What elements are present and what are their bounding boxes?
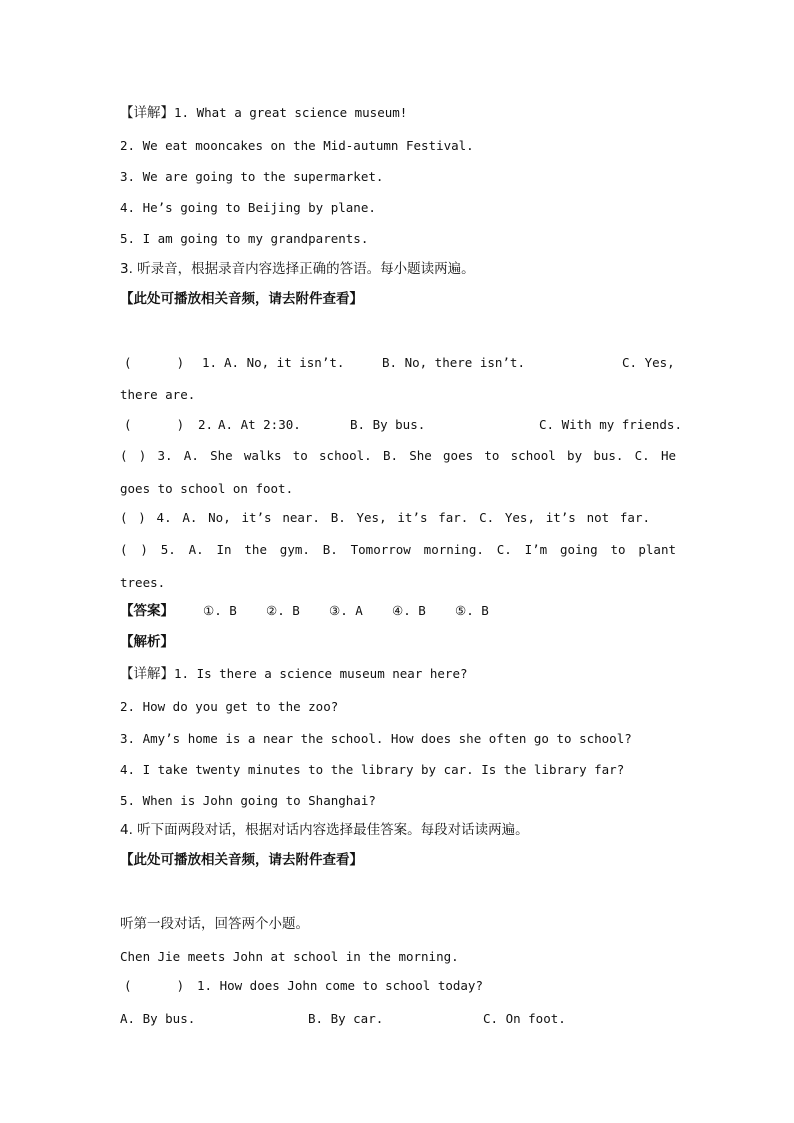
q2-option-c: C. With my friends.	[539, 417, 682, 432]
q3-continued: goes to school on foot.	[120, 481, 294, 496]
detail-item-2: 2. We eat mooncakes on the Mid-autumn Festival.	[120, 138, 474, 153]
q3-line: ( ) 3. A. She walks to school. B. She goes to school by bus. C. He	[120, 448, 676, 463]
answer-tag: 【答案】	[120, 603, 174, 619]
q1-blank: ( )	[124, 355, 185, 370]
q1-option-b: B. No, there isn’t.	[382, 355, 525, 370]
q4-line: ( ) 4. A. No, it’s near. B. Yes, it’s far. C. Yes, it’s not far.	[120, 510, 650, 525]
analysis-item-4: 4. I take twenty minutes to the library by car. Is the library far?	[120, 762, 625, 777]
q1-number: 1.	[202, 355, 218, 370]
q5-line: ( ) 5. A. In the gym. B. Tomorrow morning. C. I’m going to plant	[120, 542, 676, 557]
section3-audio-note: 【此处可播放相关音频，请去附件查看】	[120, 291, 363, 307]
q1-option-c-continued: there are.	[120, 387, 196, 402]
answer-3: ③. A	[329, 603, 363, 618]
s4-option-a: A. By bus.	[120, 1011, 196, 1026]
detail-item-5: 5. I am going to my grandparents.	[120, 231, 369, 246]
q2-blank: ( )	[124, 417, 185, 432]
q2-number: 2.	[198, 417, 214, 432]
q2-option-b: B. By bus.	[350, 417, 426, 432]
s4-q1-text: 1. How does John come to school today?	[197, 978, 483, 993]
detail-line-1	[120, 105, 407, 121]
section4-audio-note: 【此处可播放相关音频，请去附件查看】	[120, 852, 363, 868]
dialog-intro: 听第一段对话，回答两个小题。	[120, 916, 309, 932]
analysis-tag: 【解析】	[120, 634, 174, 650]
answer-1: ①. B	[203, 603, 237, 618]
answer-2: ②. B	[266, 603, 300, 618]
s4-option-c: C. On foot.	[483, 1011, 566, 1026]
detail-item-4: 4. He’s going to Beijing by plane.	[120, 200, 376, 215]
section4-instruction: 4. 听下面两段对话，根据对话内容选择最佳答案。每段对话读两遍。	[120, 822, 529, 838]
q2-option-a: A. At 2:30.	[218, 417, 301, 432]
dialog-scene: Chen Jie meets John at school in the morning.	[120, 949, 459, 964]
s4-q1-blank: ( )	[124, 978, 185, 993]
analysis-item-5: 5. When is John going to Shanghai?	[120, 793, 376, 808]
detail-item-3: 3. We are going to the supermarket.	[120, 169, 384, 184]
analysis-item-1: 1. Is there a science museum near here?	[174, 666, 468, 681]
analysis-item-3: 3. Amy’s home is a near the school. How does she often go to school?	[120, 731, 632, 746]
analysis-detail-tag: 【详解】	[120, 666, 174, 682]
detail-item-1: 1. What a great science museum!	[174, 105, 408, 120]
q5-continued: trees.	[120, 575, 166, 590]
s4-option-b: B. By car.	[308, 1011, 384, 1026]
section3-instruction: 3. 听录音，根据录音内容选择正确的答语。每小题读两遍。	[120, 261, 475, 277]
analysis-item-2: 2. How do you get to the zoo?	[120, 699, 339, 714]
analysis-detail-line-1	[120, 666, 468, 682]
detail-tag: 【详解】	[120, 105, 174, 121]
q1-option-a: A. No, it isn’t.	[224, 355, 345, 370]
answer-5: ⑤. B	[455, 603, 489, 618]
q1-option-c: C. Yes,	[622, 355, 675, 370]
answer-4: ④. B	[392, 603, 426, 618]
